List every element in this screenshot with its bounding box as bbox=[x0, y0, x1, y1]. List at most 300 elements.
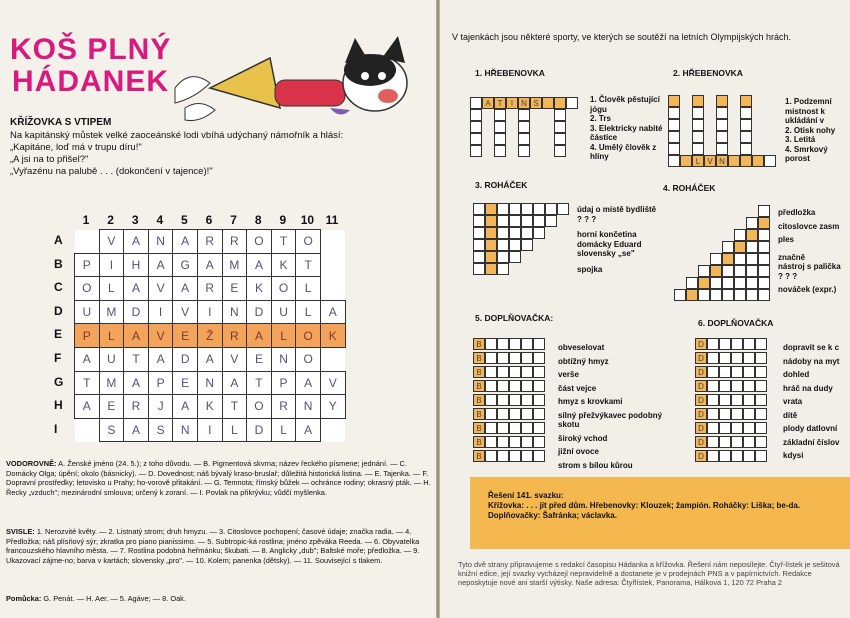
grid-cell[interactable]: T bbox=[75, 371, 100, 395]
grid-cell[interactable]: A bbox=[247, 324, 272, 348]
puzzle-cell[interactable]: S bbox=[530, 97, 542, 109]
puzzle-cell[interactable] bbox=[686, 277, 698, 289]
puzzle-cell[interactable] bbox=[740, 119, 752, 131]
puzzle-cell[interactable] bbox=[473, 239, 485, 251]
puzzle-cell[interactable]: B bbox=[473, 436, 485, 448]
puzzle-cell[interactable] bbox=[497, 203, 509, 215]
puzzle-cell[interactable] bbox=[710, 289, 722, 301]
puzzle-cell[interactable] bbox=[740, 107, 752, 119]
grid-cell[interactable]: M bbox=[222, 253, 247, 277]
puzzle-cell[interactable] bbox=[509, 227, 521, 239]
puzzle-cell[interactable] bbox=[485, 263, 497, 275]
puzzle-cell[interactable] bbox=[731, 380, 743, 392]
puzzle-cell[interactable] bbox=[521, 436, 533, 448]
grid-cell[interactable]: N bbox=[197, 371, 222, 395]
grid-cell[interactable]: T bbox=[124, 347, 149, 371]
puzzle-cell[interactable] bbox=[734, 241, 746, 253]
grid-cell[interactable]: U bbox=[99, 347, 124, 371]
grid-cell[interactable]: O bbox=[296, 324, 321, 348]
puzzle-cell[interactable]: D bbox=[695, 450, 707, 462]
puzzle-cell[interactable]: B bbox=[473, 380, 485, 392]
puzzle-cell[interactable] bbox=[497, 422, 509, 434]
puzzle-cell[interactable] bbox=[497, 450, 509, 462]
puzzle-cell[interactable] bbox=[518, 133, 530, 145]
puzzle-cell[interactable] bbox=[734, 229, 746, 241]
puzzle-cell[interactable] bbox=[533, 436, 545, 448]
puzzle-cell[interactable]: D bbox=[695, 422, 707, 434]
puzzle-cell[interactable] bbox=[746, 277, 758, 289]
grid-cell[interactable]: E bbox=[222, 277, 247, 301]
grid-cell[interactable]: Ž bbox=[197, 324, 222, 348]
puzzle-cell[interactable] bbox=[707, 394, 719, 406]
puzzle-cell[interactable] bbox=[473, 263, 485, 275]
grid-cell[interactable]: P bbox=[75, 253, 100, 277]
puzzle-cell[interactable] bbox=[509, 338, 521, 350]
puzzle-cell[interactable] bbox=[497, 263, 509, 275]
puzzle-cell[interactable] bbox=[743, 450, 755, 462]
grid-cell[interactable]: P bbox=[75, 324, 100, 348]
grid-cell[interactable]: R bbox=[197, 230, 222, 254]
puzzle-cell[interactable]: A bbox=[482, 97, 494, 109]
puzzle-cell[interactable] bbox=[518, 145, 530, 157]
grid-cell[interactable]: U bbox=[271, 300, 296, 324]
grid-cell[interactable]: T bbox=[271, 230, 296, 254]
puzzle-cell[interactable] bbox=[692, 119, 704, 131]
puzzle-cell[interactable] bbox=[722, 241, 734, 253]
puzzle-cell[interactable] bbox=[710, 277, 722, 289]
grid-cell[interactable]: L bbox=[271, 324, 296, 348]
grid-cell[interactable]: N bbox=[148, 230, 173, 254]
puzzle-cell[interactable]: D bbox=[695, 380, 707, 392]
puzzle-cell[interactable] bbox=[731, 450, 743, 462]
puzzle-cell[interactable] bbox=[731, 338, 743, 350]
puzzle-cell[interactable] bbox=[509, 251, 521, 263]
puzzle-cell[interactable] bbox=[470, 97, 482, 109]
grid-cell[interactable]: A bbox=[247, 253, 272, 277]
grid-cell[interactable]: A bbox=[124, 371, 149, 395]
grid-cell[interactable]: I bbox=[197, 418, 222, 442]
puzzle-cell[interactable] bbox=[473, 215, 485, 227]
puzzle-cell[interactable] bbox=[533, 215, 545, 227]
grid-cell[interactable]: R bbox=[222, 230, 247, 254]
puzzle-cell[interactable] bbox=[521, 239, 533, 251]
puzzle-cell[interactable] bbox=[755, 408, 767, 420]
puzzle-cell[interactable] bbox=[533, 408, 545, 420]
puzzle-cell[interactable] bbox=[692, 95, 704, 107]
puzzle-cell[interactable]: B bbox=[473, 450, 485, 462]
puzzle-cell[interactable] bbox=[719, 450, 731, 462]
puzzle-cell[interactable] bbox=[755, 436, 767, 448]
puzzle-cell[interactable] bbox=[470, 109, 482, 121]
puzzle-cell[interactable] bbox=[758, 265, 770, 277]
puzzle-cell[interactable] bbox=[668, 119, 680, 131]
puzzle-cell[interactable] bbox=[473, 203, 485, 215]
puzzle-cell[interactable]: D bbox=[695, 352, 707, 364]
puzzle-cell[interactable] bbox=[755, 422, 767, 434]
puzzle-cell[interactable]: B bbox=[473, 338, 485, 350]
puzzle-cell[interactable] bbox=[734, 277, 746, 289]
puzzle-cell[interactable]: N bbox=[716, 155, 728, 167]
puzzle-cell[interactable] bbox=[731, 436, 743, 448]
puzzle-cell[interactable]: T bbox=[494, 97, 506, 109]
puzzle-cell[interactable] bbox=[497, 215, 509, 227]
puzzle-cell[interactable] bbox=[746, 217, 758, 229]
puzzle-cell[interactable] bbox=[758, 229, 770, 241]
puzzle-cell[interactable] bbox=[521, 215, 533, 227]
grid-cell[interactable]: A bbox=[173, 230, 198, 254]
puzzle-cell[interactable] bbox=[731, 366, 743, 378]
puzzle-cell[interactable] bbox=[470, 121, 482, 133]
puzzle-cell[interactable] bbox=[518, 109, 530, 121]
puzzle-cell[interactable] bbox=[485, 215, 497, 227]
puzzle-cell[interactable] bbox=[485, 251, 497, 263]
puzzle-cell[interactable]: I bbox=[506, 97, 518, 109]
puzzle-cell[interactable] bbox=[521, 380, 533, 392]
puzzle-cell[interactable] bbox=[707, 450, 719, 462]
crossword-grid[interactable] bbox=[74, 229, 346, 442]
puzzle-cell[interactable] bbox=[509, 215, 521, 227]
puzzle-cell[interactable] bbox=[533, 422, 545, 434]
puzzle-cell[interactable] bbox=[674, 289, 686, 301]
puzzle-cell[interactable] bbox=[521, 366, 533, 378]
puzzle-cell[interactable] bbox=[557, 203, 569, 215]
puzzle-cell[interactable] bbox=[743, 408, 755, 420]
puzzle-cell[interactable] bbox=[533, 227, 545, 239]
grid-cell[interactable]: O bbox=[296, 230, 321, 254]
puzzle-cell[interactable] bbox=[497, 366, 509, 378]
puzzle-cell[interactable] bbox=[473, 251, 485, 263]
puzzle-cell[interactable] bbox=[497, 227, 509, 239]
grid-cell[interactable]: R bbox=[271, 395, 296, 419]
puzzle-cell[interactable] bbox=[734, 253, 746, 265]
grid-cell[interactable]: A bbox=[148, 253, 173, 277]
grid-cell[interactable]: A bbox=[197, 253, 222, 277]
grid-cell[interactable]: A bbox=[148, 347, 173, 371]
puzzle-cell[interactable] bbox=[470, 145, 482, 157]
puzzle-cell[interactable] bbox=[758, 241, 770, 253]
puzzle-cell[interactable] bbox=[521, 394, 533, 406]
grid-cell[interactable]: V bbox=[148, 277, 173, 301]
grid-cell[interactable]: V bbox=[173, 300, 198, 324]
puzzle-cell[interactable] bbox=[509, 394, 521, 406]
grid-cell[interactable]: O bbox=[247, 230, 272, 254]
puzzle-cell[interactable] bbox=[521, 352, 533, 364]
grid-cell[interactable]: D bbox=[124, 300, 149, 324]
grid-cell[interactable]: J bbox=[148, 395, 173, 419]
puzzle-cell[interactable] bbox=[740, 131, 752, 143]
grid-cell[interactable]: I bbox=[148, 300, 173, 324]
puzzle-cell[interactable] bbox=[746, 241, 758, 253]
puzzle-cell[interactable] bbox=[698, 265, 710, 277]
puzzle-cell[interactable] bbox=[533, 338, 545, 350]
puzzle-cell[interactable] bbox=[497, 251, 509, 263]
puzzle-cell[interactable] bbox=[509, 408, 521, 420]
puzzle-cell[interactable] bbox=[554, 97, 566, 109]
puzzle-cell[interactable] bbox=[746, 289, 758, 301]
puzzle-cell[interactable] bbox=[719, 366, 731, 378]
puzzle-cell[interactable] bbox=[509, 380, 521, 392]
puzzle-cell[interactable]: B bbox=[473, 422, 485, 434]
grid-cell[interactable]: U bbox=[75, 300, 100, 324]
grid-cell[interactable]: D bbox=[173, 347, 198, 371]
puzzle-cell[interactable] bbox=[566, 97, 578, 109]
puzzle-cell[interactable]: D bbox=[695, 338, 707, 350]
puzzle-cell[interactable] bbox=[521, 450, 533, 462]
puzzle-cell[interactable] bbox=[719, 352, 731, 364]
puzzle-cell[interactable] bbox=[758, 289, 770, 301]
grid-cell[interactable]: T bbox=[222, 395, 247, 419]
puzzle-cell[interactable] bbox=[731, 408, 743, 420]
puzzle-cell[interactable] bbox=[731, 352, 743, 364]
grid-cell[interactable]: N bbox=[173, 418, 198, 442]
grid-cell[interactable]: A bbox=[173, 395, 198, 419]
puzzle-cell[interactable] bbox=[716, 119, 728, 131]
grid-cell[interactable]: L bbox=[271, 418, 296, 442]
puzzle-cell[interactable] bbox=[494, 121, 506, 133]
grid-cell[interactable]: R bbox=[124, 395, 149, 419]
puzzle-cell[interactable] bbox=[521, 227, 533, 239]
grid-cell[interactable]: P bbox=[148, 371, 173, 395]
grid-cell[interactable]: H bbox=[124, 253, 149, 277]
grid-cell[interactable]: V bbox=[148, 324, 173, 348]
puzzle-cell[interactable] bbox=[743, 422, 755, 434]
puzzle-cell[interactable] bbox=[719, 338, 731, 350]
grid-cell[interactable]: N bbox=[296, 395, 321, 419]
puzzle-cell[interactable] bbox=[545, 203, 557, 215]
puzzle-cell[interactable] bbox=[722, 289, 734, 301]
puzzle-cell[interactable] bbox=[509, 203, 521, 215]
grid-cell[interactable]: E bbox=[99, 395, 124, 419]
puzzle-cell[interactable] bbox=[509, 450, 521, 462]
puzzle-cell[interactable] bbox=[494, 145, 506, 157]
grid-cell[interactable]: O bbox=[296, 347, 321, 371]
puzzle-cell[interactable] bbox=[497, 239, 509, 251]
puzzle-cell[interactable] bbox=[743, 352, 755, 364]
puzzle-cell[interactable]: L bbox=[692, 155, 704, 167]
grid-cell[interactable]: E bbox=[173, 371, 198, 395]
puzzle-cell[interactable] bbox=[533, 450, 545, 462]
grid-cell[interactable]: L bbox=[99, 324, 124, 348]
puzzle-cell[interactable] bbox=[497, 394, 509, 406]
puzzle-cell[interactable] bbox=[533, 366, 545, 378]
puzzle-cell[interactable] bbox=[497, 380, 509, 392]
puzzle-cell[interactable]: B bbox=[473, 408, 485, 420]
puzzle-cell[interactable] bbox=[680, 155, 692, 167]
puzzle-cell[interactable] bbox=[485, 408, 497, 420]
puzzle-cell[interactable] bbox=[485, 422, 497, 434]
puzzle-cell[interactable] bbox=[740, 155, 752, 167]
grid-cell[interactable]: Y bbox=[320, 395, 345, 419]
grid-cell[interactable]: N bbox=[271, 347, 296, 371]
puzzle-cell[interactable] bbox=[473, 227, 485, 239]
puzzle-cell[interactable] bbox=[533, 380, 545, 392]
puzzle-cell[interactable] bbox=[707, 352, 719, 364]
grid-cell[interactable]: R bbox=[222, 324, 247, 348]
grid-cell[interactable]: V bbox=[99, 230, 124, 254]
puzzle-cell[interactable]: B bbox=[473, 352, 485, 364]
grid-cell[interactable]: S bbox=[148, 418, 173, 442]
puzzle-cell[interactable] bbox=[509, 239, 521, 251]
puzzle-cell[interactable] bbox=[698, 289, 710, 301]
puzzle-cell[interactable] bbox=[686, 289, 698, 301]
puzzle-cell[interactable] bbox=[719, 408, 731, 420]
puzzle-cell[interactable] bbox=[518, 121, 530, 133]
puzzle-cell[interactable] bbox=[752, 155, 764, 167]
grid-cell[interactable]: M bbox=[99, 300, 124, 324]
grid-cell[interactable]: E bbox=[173, 324, 198, 348]
puzzle-cell[interactable] bbox=[497, 408, 509, 420]
puzzle-cell[interactable]: N bbox=[518, 97, 530, 109]
puzzle-cell[interactable] bbox=[731, 422, 743, 434]
puzzle-cell[interactable] bbox=[743, 380, 755, 392]
puzzle-cell[interactable] bbox=[740, 95, 752, 107]
puzzle-cell[interactable] bbox=[707, 422, 719, 434]
puzzle-cell[interactable] bbox=[707, 380, 719, 392]
puzzle-cell[interactable] bbox=[722, 265, 734, 277]
puzzle-cell[interactable] bbox=[758, 253, 770, 265]
puzzle-cell[interactable] bbox=[485, 394, 497, 406]
grid-cell[interactable]: A bbox=[75, 395, 100, 419]
puzzle-cell[interactable] bbox=[521, 408, 533, 420]
puzzle-cell[interactable] bbox=[485, 380, 497, 392]
puzzle-cell[interactable] bbox=[554, 145, 566, 157]
puzzle-cell[interactable] bbox=[554, 109, 566, 121]
puzzle-cell[interactable] bbox=[497, 352, 509, 364]
puzzle-cell[interactable] bbox=[485, 203, 497, 215]
puzzle-cell[interactable] bbox=[533, 394, 545, 406]
puzzle-cell[interactable] bbox=[743, 394, 755, 406]
grid-cell[interactable]: E bbox=[247, 347, 272, 371]
puzzle-cell[interactable] bbox=[719, 380, 731, 392]
puzzle-cell[interactable] bbox=[554, 121, 566, 133]
puzzle-cell[interactable] bbox=[485, 366, 497, 378]
puzzle-cell[interactable] bbox=[509, 366, 521, 378]
grid-cell[interactable]: L bbox=[222, 418, 247, 442]
puzzle-cell[interactable] bbox=[758, 217, 770, 229]
puzzle-cell[interactable] bbox=[485, 338, 497, 350]
puzzle-cell[interactable] bbox=[707, 436, 719, 448]
puzzle-cell[interactable] bbox=[485, 227, 497, 239]
puzzle-cell[interactable] bbox=[716, 95, 728, 107]
grid-cell[interactable]: A bbox=[296, 371, 321, 395]
grid-cell[interactable]: I bbox=[197, 300, 222, 324]
grid-cell[interactable]: A bbox=[124, 230, 149, 254]
grid-cell[interactable]: A bbox=[75, 347, 100, 371]
puzzle-cell[interactable] bbox=[719, 436, 731, 448]
grid-cell[interactable]: A bbox=[320, 300, 345, 324]
puzzle-cell[interactable] bbox=[716, 131, 728, 143]
puzzle-cell[interactable] bbox=[521, 338, 533, 350]
puzzle-cell[interactable] bbox=[485, 436, 497, 448]
puzzle-cell[interactable] bbox=[494, 133, 506, 145]
puzzle-cell[interactable] bbox=[707, 366, 719, 378]
puzzle-cell[interactable] bbox=[497, 338, 509, 350]
puzzle-cell[interactable] bbox=[722, 253, 734, 265]
puzzle-cell[interactable] bbox=[485, 239, 497, 251]
grid-cell[interactable]: R bbox=[197, 277, 222, 301]
puzzle-cell[interactable] bbox=[554, 133, 566, 145]
puzzle-cell[interactable] bbox=[533, 352, 545, 364]
puzzle-cell[interactable] bbox=[509, 352, 521, 364]
puzzle-cell[interactable] bbox=[485, 352, 497, 364]
grid-cell[interactable]: A bbox=[222, 371, 247, 395]
puzzle-cell[interactable] bbox=[743, 366, 755, 378]
puzzle-cell[interactable] bbox=[755, 338, 767, 350]
puzzle-cell[interactable]: B bbox=[473, 366, 485, 378]
puzzle-cell[interactable] bbox=[509, 422, 521, 434]
puzzle-cell[interactable] bbox=[668, 131, 680, 143]
puzzle-cell[interactable] bbox=[710, 253, 722, 265]
puzzle-cell[interactable] bbox=[497, 436, 509, 448]
grid-cell[interactable]: O bbox=[271, 277, 296, 301]
puzzle-cell[interactable] bbox=[728, 155, 740, 167]
puzzle-cell[interactable] bbox=[710, 265, 722, 277]
puzzle-cell[interactable]: D bbox=[695, 408, 707, 420]
grid-cell[interactable]: O bbox=[247, 395, 272, 419]
grid-cell[interactable]: L bbox=[296, 300, 321, 324]
puzzle-cell[interactable] bbox=[746, 229, 758, 241]
puzzle-cell[interactable] bbox=[722, 277, 734, 289]
grid-cell[interactable]: M bbox=[99, 371, 124, 395]
grid-cell[interactable]: N bbox=[222, 300, 247, 324]
grid-cell[interactable]: D bbox=[247, 300, 272, 324]
puzzle-cell[interactable] bbox=[743, 436, 755, 448]
grid-cell[interactable]: A bbox=[296, 418, 321, 442]
puzzle-cell[interactable] bbox=[716, 143, 728, 155]
grid-cell[interactable]: A bbox=[124, 324, 149, 348]
puzzle-cell[interactable] bbox=[755, 394, 767, 406]
puzzle-cell[interactable] bbox=[509, 436, 521, 448]
puzzle-cell[interactable] bbox=[494, 109, 506, 121]
grid-cell[interactable]: A bbox=[124, 418, 149, 442]
puzzle-cell[interactable] bbox=[533, 203, 545, 215]
grid-cell[interactable]: S bbox=[99, 418, 124, 442]
puzzle-cell[interactable] bbox=[740, 143, 752, 155]
puzzle-cell[interactable] bbox=[521, 422, 533, 434]
puzzle-cell[interactable] bbox=[470, 133, 482, 145]
grid-cell[interactable]: K bbox=[320, 324, 345, 348]
grid-cell[interactable]: A bbox=[124, 277, 149, 301]
puzzle-cell[interactable] bbox=[755, 366, 767, 378]
puzzle-cell[interactable]: B bbox=[473, 394, 485, 406]
puzzle-cell[interactable] bbox=[545, 215, 557, 227]
grid-cell[interactable]: K bbox=[197, 395, 222, 419]
grid-cell[interactable]: V bbox=[320, 371, 345, 395]
grid-cell[interactable]: A bbox=[197, 347, 222, 371]
puzzle-cell[interactable] bbox=[719, 422, 731, 434]
puzzle-cell[interactable] bbox=[542, 97, 554, 109]
puzzle-cell[interactable] bbox=[743, 338, 755, 350]
puzzle-cell[interactable] bbox=[698, 277, 710, 289]
grid-cell[interactable]: D bbox=[247, 418, 272, 442]
puzzle-cell[interactable]: D bbox=[695, 394, 707, 406]
puzzle-cell[interactable] bbox=[707, 408, 719, 420]
puzzle-cell[interactable] bbox=[716, 107, 728, 119]
puzzle-cell[interactable] bbox=[668, 143, 680, 155]
puzzle-cell[interactable] bbox=[668, 155, 680, 167]
puzzle-cell[interactable] bbox=[692, 143, 704, 155]
grid-cell[interactable]: L bbox=[296, 277, 321, 301]
puzzle-cell[interactable]: V bbox=[704, 155, 716, 167]
grid-cell[interactable]: K bbox=[271, 253, 296, 277]
puzzle-cell[interactable] bbox=[755, 380, 767, 392]
grid-cell[interactable]: V bbox=[222, 347, 247, 371]
puzzle-cell[interactable] bbox=[719, 394, 731, 406]
puzzle-cell[interactable] bbox=[707, 338, 719, 350]
puzzle-cell[interactable] bbox=[746, 265, 758, 277]
grid-cell[interactable]: T bbox=[247, 371, 272, 395]
puzzle-cell[interactable] bbox=[734, 265, 746, 277]
